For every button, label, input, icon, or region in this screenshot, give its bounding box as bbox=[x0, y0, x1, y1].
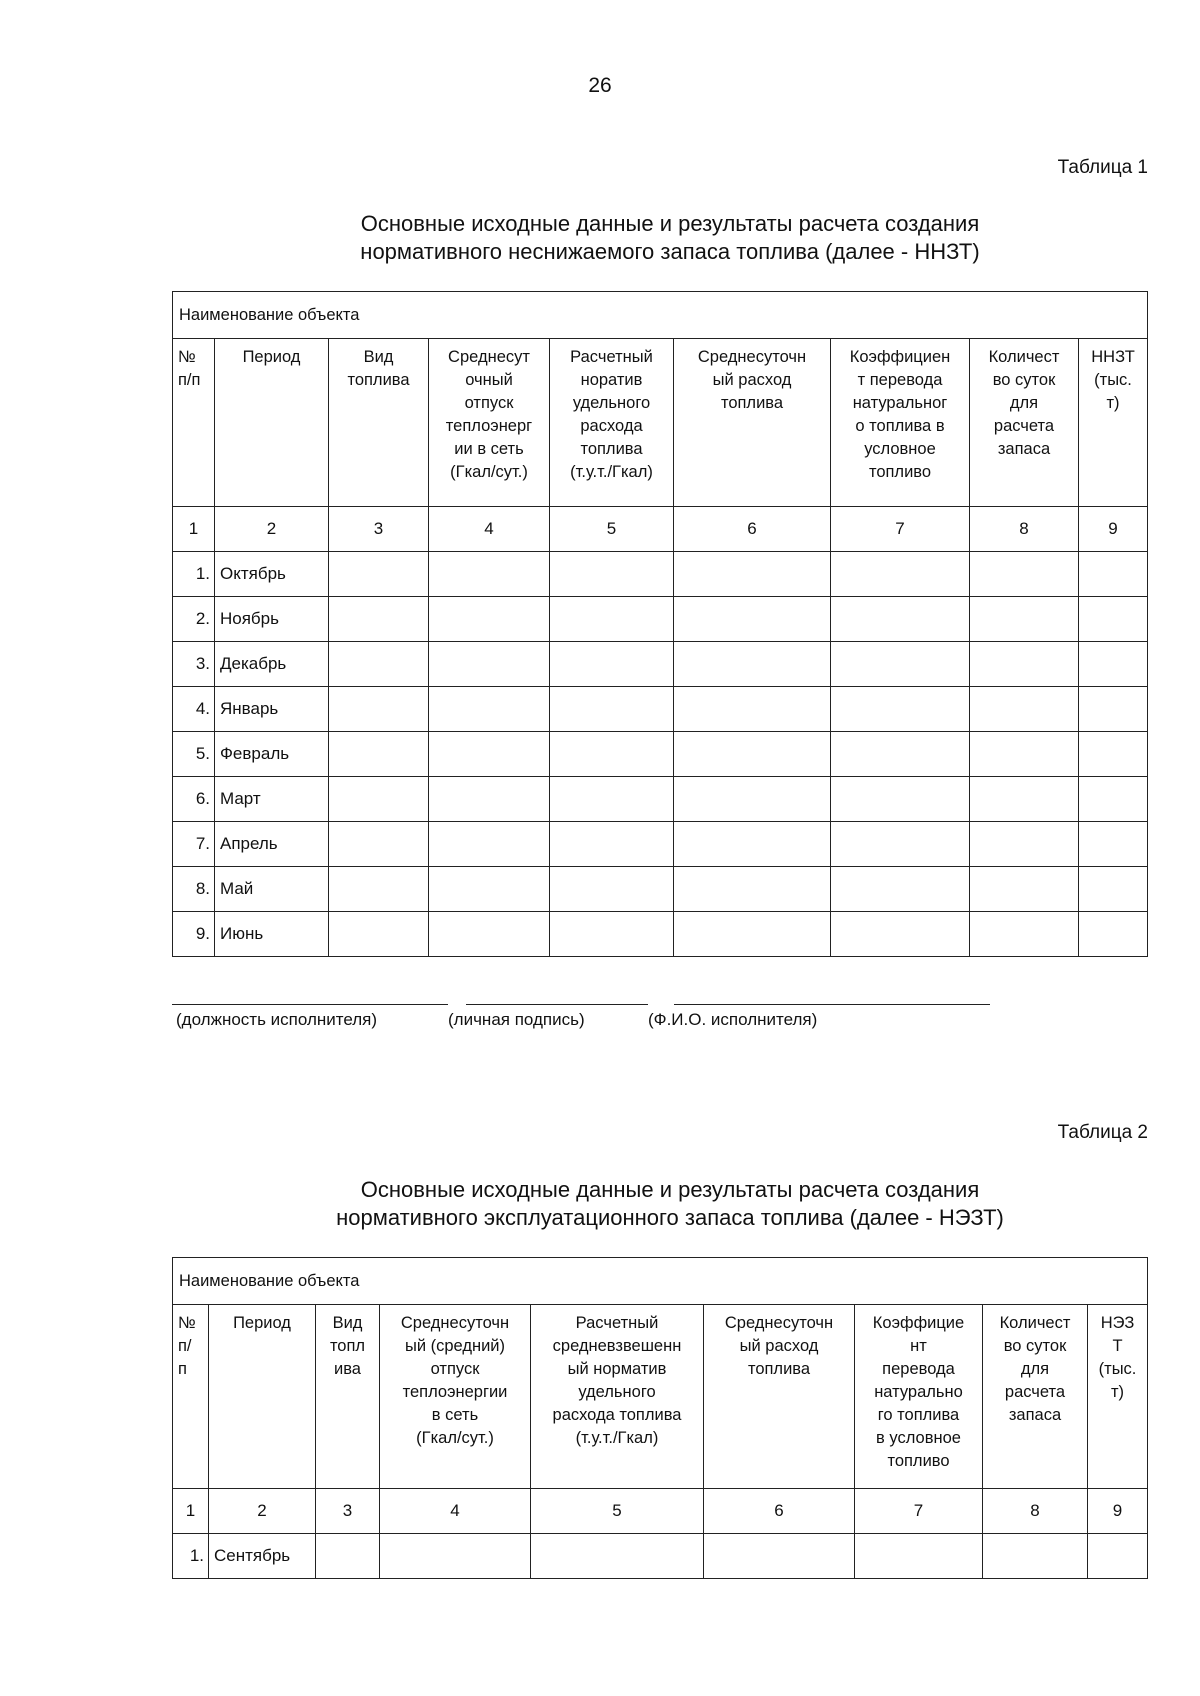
table2-column-number: 3 bbox=[316, 1489, 380, 1534]
table-cell[interactable] bbox=[329, 822, 429, 867]
row-number: 9. bbox=[173, 912, 215, 957]
table-row bbox=[173, 1534, 1148, 1579]
table2-object-row bbox=[173, 1258, 1148, 1305]
table1-object-name: Наименование объекта bbox=[173, 292, 1148, 339]
table-row bbox=[173, 867, 1148, 912]
table-cell[interactable] bbox=[970, 597, 1079, 642]
table-cell[interactable] bbox=[704, 1534, 855, 1579]
table-cell[interactable] bbox=[674, 777, 831, 822]
position-signature-line[interactable] bbox=[172, 1004, 448, 1005]
row-period: Январь bbox=[215, 687, 329, 732]
table-cell[interactable] bbox=[674, 912, 831, 957]
table-row bbox=[173, 687, 1148, 732]
table2-header-norm: Расчетный средневзвешенн ый норматив удельного расхода топлива (т.у.т./Гкал) bbox=[531, 1305, 704, 1489]
table2-header-coefficient: Коэффицие нт перевода натурально го топлива в условное топливо bbox=[855, 1305, 983, 1489]
table-cell[interactable] bbox=[329, 687, 429, 732]
table-cell[interactable] bbox=[429, 642, 550, 687]
table-cell[interactable] bbox=[1079, 822, 1148, 867]
table-row bbox=[173, 642, 1148, 687]
table-cell[interactable] bbox=[429, 552, 550, 597]
table1-column-number: 4 bbox=[429, 507, 550, 552]
table1-column-number: 1 bbox=[173, 507, 215, 552]
table1-object-row bbox=[173, 292, 1148, 339]
table1-title-line1: Основные исходные данные и результаты расчета создания bbox=[360, 211, 980, 236]
table-cell[interactable] bbox=[429, 732, 550, 777]
table2-caption: Таблица 2 bbox=[1057, 1122, 1148, 1143]
table2-header-heat-supply: Среднесуточн ый (средний) отпуск теплоэнергии в сеть (Гкал/сут.) bbox=[380, 1305, 531, 1489]
table-cell[interactable] bbox=[970, 867, 1079, 912]
signature-block bbox=[172, 1004, 992, 1044]
row-number: 7. bbox=[173, 822, 215, 867]
table2-column-number: 9 bbox=[1088, 1489, 1148, 1534]
table1-header-period: Период bbox=[215, 339, 329, 507]
table2-column-number: 2 bbox=[209, 1489, 316, 1534]
table2-title bbox=[150, 1176, 1190, 1232]
table1-column-number: 5 bbox=[550, 507, 674, 552]
table-cell[interactable] bbox=[429, 912, 550, 957]
table-cell[interactable] bbox=[329, 777, 429, 822]
table2-column-number: 1 bbox=[173, 1489, 209, 1534]
table-row bbox=[173, 597, 1148, 642]
row-period: Ноябрь bbox=[215, 597, 329, 642]
row-number: 6. bbox=[173, 777, 215, 822]
table1-header-fuel-type: Вид топлива bbox=[329, 339, 429, 507]
row-period: Май bbox=[215, 867, 329, 912]
table-cell[interactable] bbox=[550, 912, 674, 957]
table1-header-coefficient: Коэффициен т перевода натуральног о топлива в условное топливо bbox=[831, 339, 970, 507]
table2-column-number: 6 bbox=[704, 1489, 855, 1534]
table2-header-row bbox=[173, 1305, 1148, 1489]
table-row bbox=[173, 732, 1148, 777]
table-cell[interactable] bbox=[329, 732, 429, 777]
table1-header-heat-supply: Среднесут очный отпуск теплоэнерг ии в сеть (Гкал/сут.) bbox=[429, 339, 550, 507]
table-cell[interactable] bbox=[970, 822, 1079, 867]
table-cell[interactable] bbox=[983, 1534, 1088, 1579]
table-cell[interactable] bbox=[831, 912, 970, 957]
table-row bbox=[173, 912, 1148, 957]
table-cell[interactable] bbox=[316, 1534, 380, 1579]
table-cell[interactable] bbox=[970, 687, 1079, 732]
table-cell[interactable] bbox=[674, 597, 831, 642]
table-cell[interactable] bbox=[970, 912, 1079, 957]
name-label: (Ф.И.О. исполнителя) bbox=[648, 1010, 818, 1029]
signature-line[interactable] bbox=[466, 1004, 648, 1005]
table-row bbox=[173, 822, 1148, 867]
table2-header-result: НЭЗ Т (тыс. т) bbox=[1088, 1305, 1148, 1489]
table-cell[interactable] bbox=[1079, 642, 1148, 687]
table2-column-number: 7 bbox=[855, 1489, 983, 1534]
row-number: 3. bbox=[173, 642, 215, 687]
table2-header-num: № п/ п bbox=[173, 1305, 209, 1489]
table-cell[interactable] bbox=[329, 597, 429, 642]
table1-column-number: 7 bbox=[831, 507, 970, 552]
table2-header-fuel-type: Вид топл ива bbox=[316, 1305, 380, 1489]
table-cell[interactable] bbox=[970, 552, 1079, 597]
table2-object-name: Наименование объекта bbox=[173, 1258, 1148, 1305]
table-cell[interactable] bbox=[855, 1534, 983, 1579]
table-cell[interactable] bbox=[550, 822, 674, 867]
row-period: Апрель bbox=[215, 822, 329, 867]
table-cell[interactable] bbox=[674, 822, 831, 867]
table-cell[interactable] bbox=[429, 777, 550, 822]
table-cell[interactable] bbox=[429, 597, 550, 642]
row-period: Декабрь bbox=[215, 642, 329, 687]
row-period: Октябрь bbox=[215, 552, 329, 597]
table-cell[interactable] bbox=[1079, 912, 1148, 957]
table1-header-result: ННЗТ (тыс. т) bbox=[1079, 339, 1148, 507]
table-cell[interactable] bbox=[831, 687, 970, 732]
table-cell[interactable] bbox=[380, 1534, 531, 1579]
table-cell[interactable] bbox=[429, 687, 550, 732]
table-cell[interactable] bbox=[1079, 867, 1148, 912]
table-cell[interactable] bbox=[429, 867, 550, 912]
table2-title-line2: нормативного эксплуатационного запаса топлива (далее - НЭЗТ) bbox=[336, 1205, 1004, 1230]
table-cell[interactable] bbox=[1079, 552, 1148, 597]
table-cell[interactable] bbox=[970, 732, 1079, 777]
table-cell[interactable] bbox=[831, 867, 970, 912]
table-cell[interactable] bbox=[329, 912, 429, 957]
table1-header-row bbox=[173, 339, 1148, 507]
table1-column-number: 2 bbox=[215, 507, 329, 552]
table1-title-line2: нормативного неснижаемого запаса топлива (далее - ННЗТ) bbox=[360, 239, 980, 264]
table-cell[interactable] bbox=[970, 777, 1079, 822]
row-number: 5. bbox=[173, 732, 215, 777]
table-row bbox=[173, 777, 1148, 822]
table-cell[interactable] bbox=[550, 642, 674, 687]
table1-column-number: 9 bbox=[1079, 507, 1148, 552]
page-number: 26 bbox=[588, 74, 612, 97]
table1-column-number: 6 bbox=[674, 507, 831, 552]
table1-header-days: Количест во суток для расчета запаса bbox=[970, 339, 1079, 507]
table1-column-numbers-row bbox=[173, 507, 1148, 552]
table-cell[interactable] bbox=[550, 552, 674, 597]
table2-header-daily-consumption: Среднесуточн ый расход топлива bbox=[704, 1305, 855, 1489]
table-cell[interactable] bbox=[674, 552, 831, 597]
signature-label: (личная подпись) bbox=[448, 1010, 585, 1029]
table-cell[interactable] bbox=[831, 552, 970, 597]
row-period: Февраль bbox=[215, 732, 329, 777]
table-cell[interactable] bbox=[329, 867, 429, 912]
table-cell[interactable] bbox=[831, 777, 970, 822]
table1-column-number: 3 bbox=[329, 507, 429, 552]
table-cell[interactable] bbox=[674, 732, 831, 777]
table1-header-num: № п/п bbox=[173, 339, 215, 507]
table-cell[interactable] bbox=[831, 642, 970, 687]
table1-header-norm: Расчетный норатив удельного расхода топлива (т.у.т./Гкал) bbox=[550, 339, 674, 507]
table2 bbox=[172, 1257, 1148, 1579]
table-cell[interactable] bbox=[674, 642, 831, 687]
table2-header-days: Количест во суток для расчета запаса bbox=[983, 1305, 1088, 1489]
table1 bbox=[172, 291, 1148, 957]
row-period: Сентябрь bbox=[209, 1534, 316, 1579]
row-number: 1. bbox=[173, 552, 215, 597]
name-signature-line[interactable] bbox=[674, 1004, 990, 1005]
table2-header-period: Период bbox=[209, 1305, 316, 1489]
table-cell[interactable] bbox=[831, 597, 970, 642]
table-cell[interactable] bbox=[674, 687, 831, 732]
table-cell[interactable] bbox=[1088, 1534, 1148, 1579]
table-cell[interactable] bbox=[970, 642, 1079, 687]
table1-column-number: 8 bbox=[970, 507, 1079, 552]
row-period: Март bbox=[215, 777, 329, 822]
table-cell[interactable] bbox=[1079, 597, 1148, 642]
row-number: 1. bbox=[173, 1534, 209, 1579]
table-cell[interactable] bbox=[674, 867, 831, 912]
table-row bbox=[173, 552, 1148, 597]
table-cell[interactable] bbox=[329, 552, 429, 597]
table-cell[interactable] bbox=[550, 687, 674, 732]
table2-column-numbers-row bbox=[173, 1489, 1148, 1534]
row-number: 8. bbox=[173, 867, 215, 912]
position-label: (должность исполнителя) bbox=[176, 1010, 378, 1029]
table-cell[interactable] bbox=[1079, 777, 1148, 822]
row-number: 4. bbox=[173, 687, 215, 732]
row-number: 2. bbox=[173, 597, 215, 642]
row-period: Июнь bbox=[215, 912, 329, 957]
table-cell[interactable] bbox=[831, 822, 970, 867]
table-cell[interactable] bbox=[550, 732, 674, 777]
table-cell[interactable] bbox=[831, 732, 970, 777]
table2-title-line1: Основные исходные данные и результаты расчета создания bbox=[360, 1177, 980, 1202]
table-cell[interactable] bbox=[550, 777, 674, 822]
table-cell[interactable] bbox=[550, 867, 674, 912]
table2-column-number: 5 bbox=[531, 1489, 704, 1534]
table-cell[interactable] bbox=[550, 597, 674, 642]
table1-header-daily-consumption: Среднесуточн ый расход топлива bbox=[674, 339, 831, 507]
table-cell[interactable] bbox=[531, 1534, 704, 1579]
table-cell[interactable] bbox=[1079, 687, 1148, 732]
table-cell[interactable] bbox=[329, 642, 429, 687]
table2-column-number: 8 bbox=[983, 1489, 1088, 1534]
table-cell[interactable] bbox=[1079, 732, 1148, 777]
table1-caption: Таблица 1 bbox=[1057, 157, 1148, 178]
table1-title bbox=[150, 210, 1190, 266]
table2-column-number: 4 bbox=[380, 1489, 531, 1534]
table-cell[interactable] bbox=[429, 822, 550, 867]
